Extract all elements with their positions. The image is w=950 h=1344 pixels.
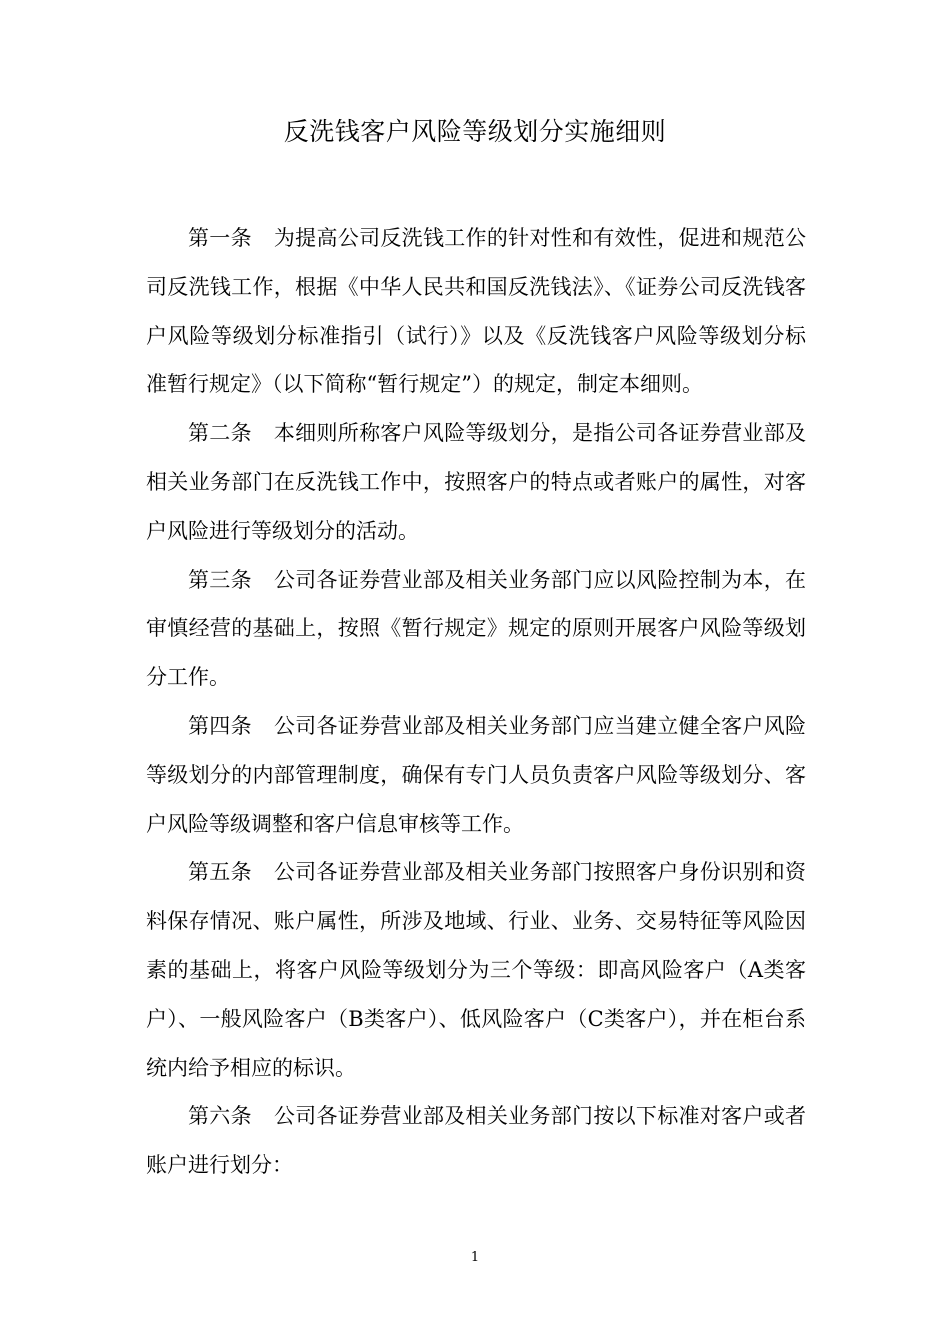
article-number: 第三条 — [188, 567, 252, 592]
article-text: 公司各证券营业部及相关业务部门按以下标准对客户或者账户进行划分： — [146, 1104, 806, 1178]
article-text: 公司各证券营业部及相关业务部门按照客户身份识别和资料保存情况、账户属性，所涉及地域、行业、业务、交易特征等风险因素的基础上，将客户风险等级划分为三个等级：即高风险客户（A类客户）、一般风险客户（B类客户）、低风险客户（C类客户），并在柜台系统内给予相应的标识。 — [146, 860, 806, 1080]
article-number: 第四条 — [188, 713, 252, 738]
article-number: 第二条 — [188, 421, 252, 446]
article-number: 第五条 — [188, 860, 252, 885]
article-6 — [146, 1092, 806, 1190]
document-title: 反洗钱客户风险等级划分实施细则 — [283, 117, 667, 146]
article-5 — [146, 848, 806, 1092]
article-number: 第六条 — [188, 1104, 252, 1129]
article-text: 为提高公司反洗钱工作的针对性和有效性，促进和规范公司反洗钱工作，根据《中华人民共和国反洗钱法》、《证券公司反洗钱客户风险等级划分标准指引（试行）》以及《反洗钱客户风险等级划分标准暂行规定》（以下简称“暂行规定”）的规定，制定本细则。 — [146, 226, 806, 397]
article-number: 第一条 — [188, 226, 252, 250]
article-2 — [146, 409, 806, 555]
article-text: 本细则所称客户风险等级划分，是指公司各证券营业部及相关业务部门在反洗钱工作中，按照客户的特点或者账户的属性，对客户风险进行等级划分的活动。 — [146, 421, 806, 543]
page-number: 1 — [470, 1250, 480, 1265]
article-3 — [146, 556, 806, 702]
article-4 — [146, 702, 806, 848]
document-body — [146, 214, 806, 1190]
article-text: 公司各证券营业部及相关业务部门应当建立健全客户风险等级划分的内部管理制度，确保有专门人员负责客户风险等级划分、客户风险等级调整和客户信息审核等工作。 — [146, 713, 806, 836]
article-1 — [146, 214, 806, 409]
article-text: 公司各证券营业部及相关业务部门应以风险控制为本，在审慎经营的基础上，按照《暂行规定》规定的原则开展客户风险等级划分工作。 — [146, 567, 806, 690]
